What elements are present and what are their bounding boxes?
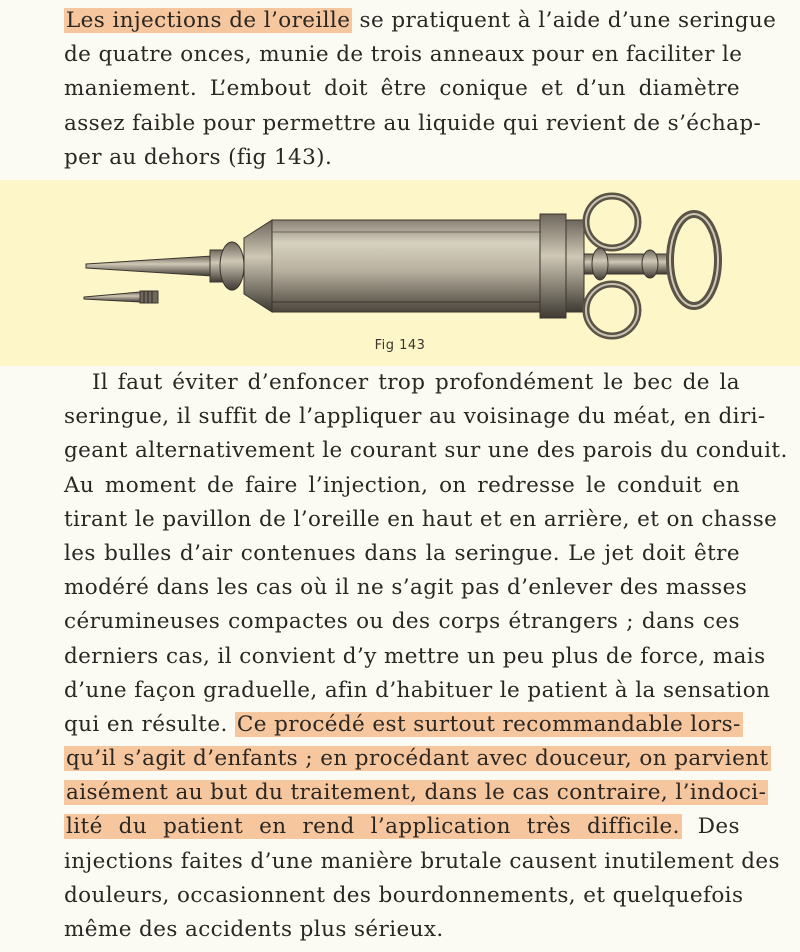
front-cap (244, 220, 272, 312)
text-line: qui en résulte. Ce procédé est surtout recommandable lors- (64, 711, 741, 737)
text-line (64, 742, 769, 776)
spare-tip (84, 292, 140, 302)
nozzle (86, 256, 212, 276)
paragraph-body (64, 366, 788, 947)
figure-band (0, 180, 800, 366)
highlight-span: lité du patient en rend l’application très difficile. (66, 814, 680, 840)
text-line: derniers cas, il convient d’y mettre un peu plus de force, mais (64, 643, 766, 669)
text-line: Il faut éviter d’enfoncer trop profondément le bec de la (92, 370, 740, 395)
highlight-span: qu’il s’agit d’enfants ; en procédant avec douceur, on parvient (66, 746, 769, 772)
text-line: douleurs, occasionnent des bourdonnements, et quelquefois (64, 882, 744, 908)
highlight-span: Les injections de l’oreille (66, 8, 351, 33)
text-line: assez faible pour permettre au liquide qui revient de s’échap- (64, 110, 762, 136)
rear-cap (540, 214, 566, 318)
highlight-span: aisément au but du traitement, dans le cas contraire, l’indoci- (66, 780, 767, 806)
text-line: même des accidents plus sérieux. (64, 917, 444, 942)
barrel (272, 220, 544, 312)
text-line: tirant le pavillon de l’oreille en haut et en arrière, et on chasse (64, 506, 778, 532)
text-line: injections faites d’une manière brutale causent inutilement des (64, 848, 780, 874)
text-line: Les injections de l’oreille se pratiquent à l’aide d’une seringue (66, 8, 777, 33)
text-line: modéré dans les cas où il ne s’agit pas d’enlever des masses (64, 575, 748, 601)
text-line: cérumineuses compactes ou des corps étrangers ; dans ces (64, 609, 740, 635)
text-line: lité du patient en rend l’application très difficile. Des (66, 814, 740, 840)
figure-caption: Fig 143 (374, 338, 426, 353)
text-line (64, 776, 767, 810)
text-line: Au moment de faire l’injection, on redresse le conduit en (64, 472, 740, 498)
text-line: maniement. L’embout doit être conique et d’un diamètre (64, 76, 740, 102)
text-line: d’une façon graduelle, afin d’habituer le patient à la sensation (64, 677, 771, 703)
text-line: geant alternativement le courant sur une des parois du conduit. (64, 438, 788, 464)
text-line: seringue, il suffit de l’appliquer au voisinage du méat, en diri- (64, 404, 766, 430)
text-line: de quatre onces, munie de trois anneaux pour en faciliter le (64, 42, 743, 68)
highlight-span: Ce procédé est surtout recommandable lors- (236, 711, 741, 737)
paragraph-intro (64, 4, 777, 175)
text-line: les bulles d’air contenues dans la seringue. Le jet doit être (64, 540, 740, 566)
text-line: per au dehors (fig 143). (64, 144, 333, 170)
